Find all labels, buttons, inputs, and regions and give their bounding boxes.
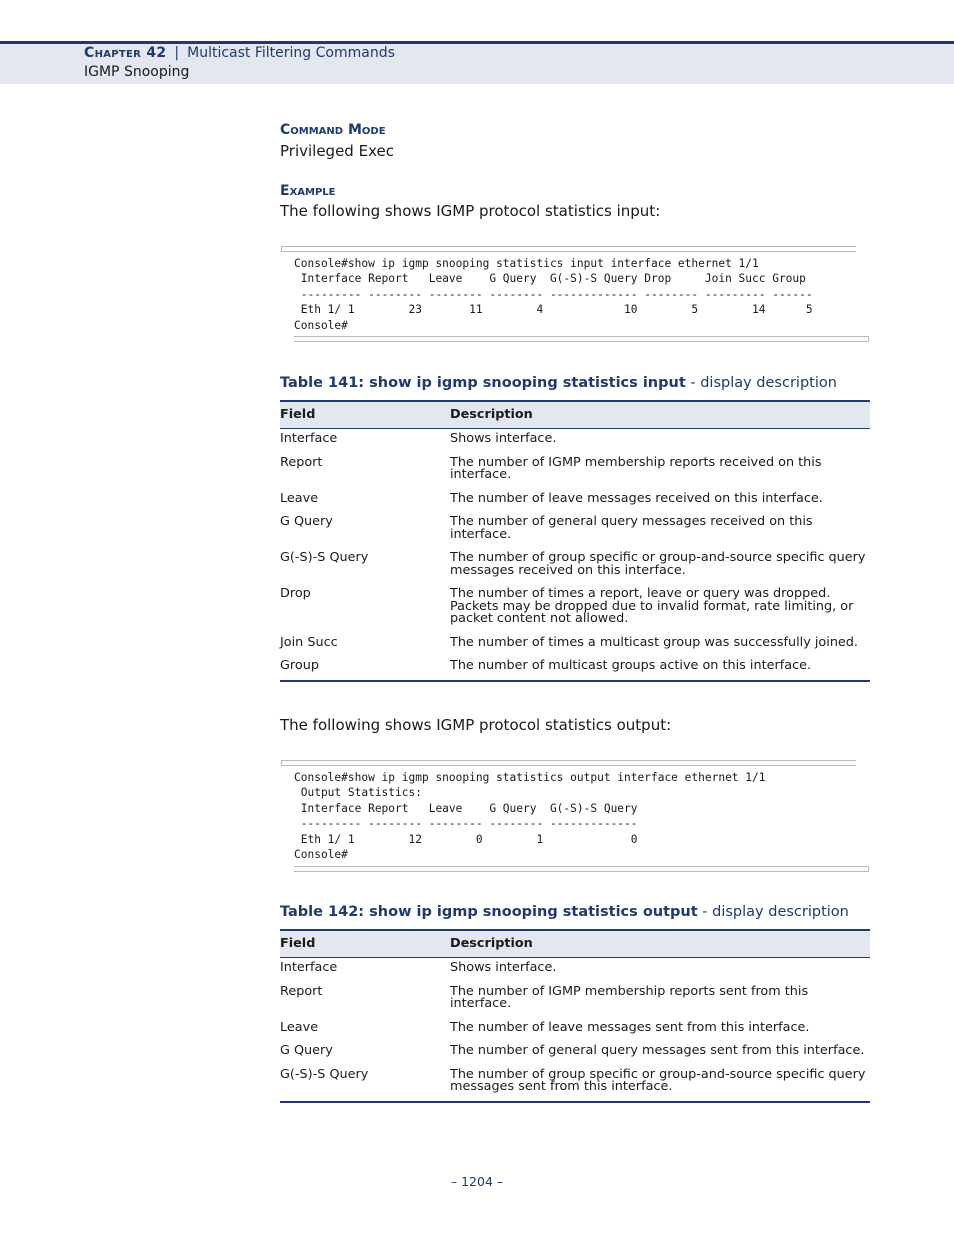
- header-field: Field: [280, 401, 450, 429]
- table141-caption-suffix: - display description: [685, 375, 837, 391]
- field-cell: Interface: [280, 960, 338, 975]
- table-row: [280, 1065, 870, 1102]
- field-cell: Report: [280, 983, 323, 999]
- description-cell: The number of group specific or group-and-source specific query messages received on this interface.: [450, 550, 866, 578]
- table142-caption-suffix: - display description: [697, 904, 849, 920]
- field-cell: Group: [280, 656, 450, 681]
- header-separator: |: [174, 45, 180, 61]
- description-cell: The number of leave messages sent from this interface.: [450, 1019, 810, 1035]
- description-cell: The number of general query messages received on this interface.: [450, 514, 813, 542]
- description-cell: The number of IGMP membership reports received on this interface.: [450, 454, 822, 482]
- code-frame-top: [281, 760, 856, 766]
- table142: [280, 929, 870, 1103]
- code-frame-bottom: [294, 866, 869, 872]
- field-cell: G Query: [280, 1043, 333, 1058]
- chapter-title: Multicast Filtering Commands: [187, 45, 395, 61]
- code-frame-bottom: [294, 336, 869, 342]
- field-cell: Drop: [280, 586, 311, 601]
- field-cell: G Query: [280, 514, 333, 529]
- chapter-label: Chapter 42: [84, 45, 167, 61]
- table141-caption: [280, 375, 837, 391]
- description-cell: The number of group specific or group-and-source specific query messages sent from this interface.: [450, 1065, 870, 1102]
- table-header-row: [280, 930, 870, 958]
- table-row: [280, 512, 870, 548]
- code-input: Console#show ip igmp snooping statistics input interface ethernet 1/1 Interface Report Leave G Query G(-S)-S Query Drop Join Succ Group --------- -------- -------- -------- ------------- -------- --------- ------ Eth 1/ 1 23 11 4 10 5 14 5 Console#: [294, 257, 813, 332]
- field-cell: Report: [280, 454, 323, 470]
- running-header: [84, 45, 395, 61]
- example-heading: Example: [280, 183, 336, 199]
- table-row: [280, 584, 870, 633]
- table142-caption: [280, 904, 849, 920]
- table-row: [280, 548, 870, 584]
- table-row: [280, 429, 870, 453]
- section-title: IGMP Snooping: [84, 64, 190, 80]
- example-intro-input: The following shows IGMP protocol statistics input:: [280, 202, 661, 220]
- code-block-output: [281, 760, 869, 876]
- header-description: Description: [450, 401, 870, 429]
- table-header-row: [280, 401, 870, 429]
- table-row: [280, 489, 870, 513]
- description-cell: The number of times a report, leave or query was dropped. Packets may be dropped due to invalid format, rate limiting, or packet content not allowed.: [450, 586, 854, 626]
- table141: [280, 400, 870, 682]
- table-row: [280, 656, 870, 681]
- description-cell: Shows interface.: [450, 960, 557, 975]
- table-row: [280, 633, 870, 657]
- code-frame-top: [281, 246, 856, 252]
- description-cell: The number of times a multicast group was successfully joined.: [450, 634, 858, 650]
- description-cell: The number of leave messages received on this interface.: [450, 490, 823, 506]
- command-mode-heading: Command Mode: [280, 122, 386, 138]
- table-row: [280, 453, 870, 489]
- description-cell: The number of IGMP membership reports sent from this interface.: [450, 983, 809, 1011]
- field-cell: G(-S)-S Query: [280, 550, 369, 565]
- code-block-input: [281, 246, 869, 347]
- field-cell: Leave: [280, 1019, 319, 1035]
- command-mode-text: Privileged Exec: [280, 142, 394, 160]
- page-number: – 1204 –: [450, 1174, 504, 1189]
- field-cell: Leave: [280, 490, 319, 506]
- description-cell: The number of general query messages sent from this interface.: [450, 1043, 865, 1058]
- table141-caption-title: Table 141: show ip igmp snooping statistics input: [280, 375, 686, 391]
- header-field: Field: [280, 930, 450, 958]
- table142-caption-title: Table 142: show ip igmp snooping statistics output: [280, 904, 698, 920]
- table-row: [280, 1018, 870, 1042]
- table-row: [280, 982, 870, 1018]
- example-intro-output: The following shows IGMP protocol statistics output:: [280, 716, 672, 734]
- description-cell: The number of multicast groups active on this interface.: [450, 656, 870, 681]
- field-cell: Join Succ: [280, 634, 338, 650]
- field-cell: G(-S)-S Query: [280, 1065, 450, 1102]
- header-description: Description: [450, 930, 870, 958]
- table-row: [280, 958, 870, 982]
- table-row: [280, 1041, 870, 1065]
- field-cell: Interface: [280, 431, 338, 446]
- description-cell: Shows interface.: [450, 431, 557, 446]
- code-output: Console#show ip igmp snooping statistics output interface ethernet 1/1 Output Statistics: Interface Report Leave G Query G(-S)-S Query --------- -------- -------- -------- ------------- Eth 1/ 1 12 0 1 0 Console#: [294, 771, 766, 862]
